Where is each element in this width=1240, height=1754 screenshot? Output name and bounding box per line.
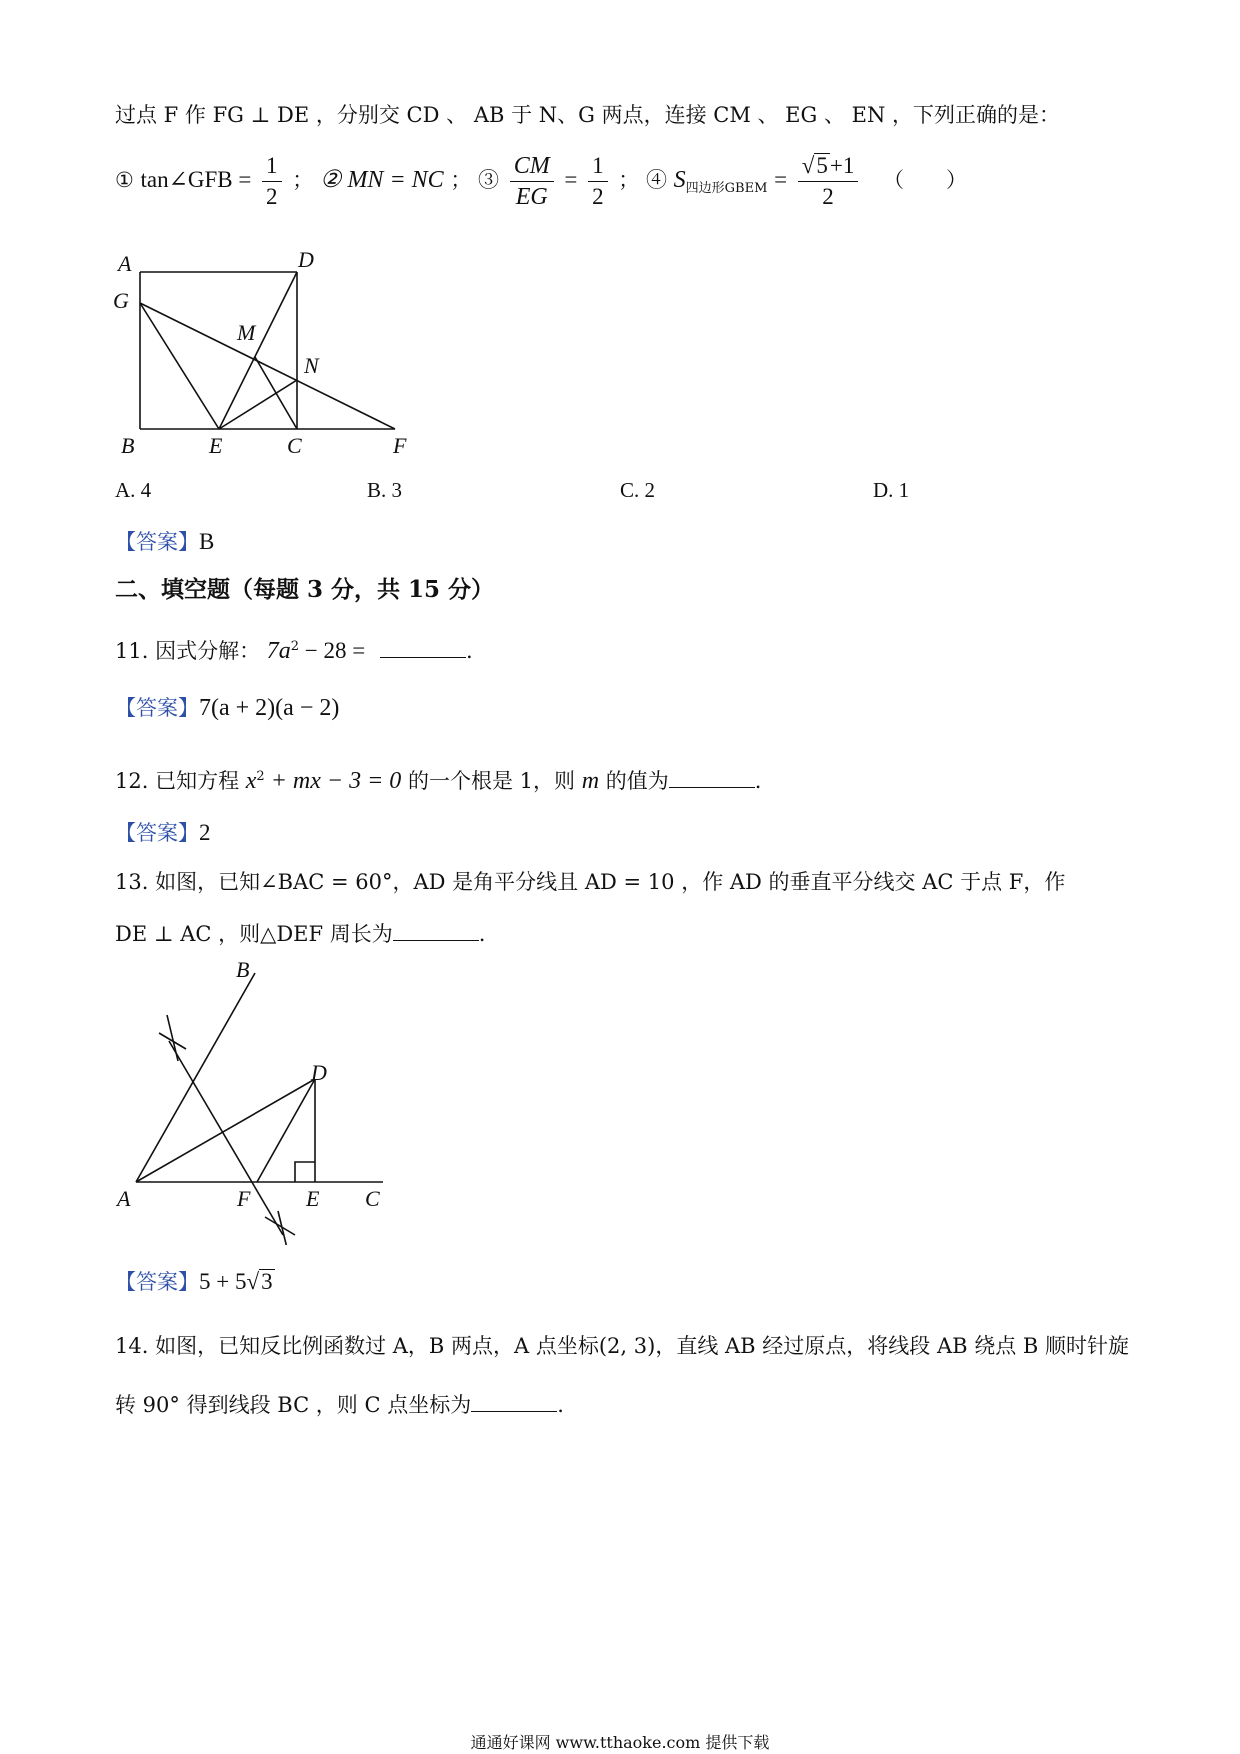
q12-expr-a: x [245, 768, 257, 794]
statement-3-ratio [588, 152, 608, 211]
q10-square-figure [105, 245, 425, 465]
q12-prefix: 12. 已知方程 [115, 769, 240, 793]
choice-b: B. 3 [367, 478, 403, 502]
q13-stem-line1: 13. 如图，已知∠BAC = 60°，AD 是角平分线且 AD = 10 ，作 AD 的垂直平分线交 AC 于点 F，作 [115, 870, 1066, 894]
fraction-numerator: √5+1 [798, 152, 859, 182]
numerator-rest: +1 [829, 153, 855, 178]
q12-stem [115, 762, 761, 796]
choice-a: A. 4 [115, 478, 152, 502]
ray-AB [136, 973, 255, 1182]
statement-2: ② MN = NC [319, 167, 444, 193]
perpendicular-bisector [169, 1041, 283, 1235]
answer-blank [393, 918, 479, 941]
q13-answer [115, 1267, 275, 1297]
q13-line2-text: DE ⊥ AC ，则△DEF 周长为 [115, 922, 393, 946]
answer-blank [669, 765, 755, 788]
q11-prefix: 11. 因式分解： [115, 639, 261, 663]
q14-stem-line2 [115, 1389, 564, 1420]
answer-tag: 【答案】 [115, 821, 199, 845]
q13-angle-figure [105, 955, 405, 1245]
label-F: F [237, 1186, 251, 1211]
answer-blank [380, 635, 466, 658]
label-G: G [113, 288, 129, 313]
q11-answer [115, 693, 339, 723]
statement-1-fraction [262, 152, 282, 211]
label-A: A [117, 1186, 131, 1211]
q11-exponent: 2 [290, 639, 300, 654]
sqrt-radicand: 3 [261, 1269, 273, 1294]
q12-suffix2: 的值为 [605, 769, 669, 793]
q13-stem-line2 [115, 918, 485, 949]
answer-tag: 【答案】 [115, 696, 199, 720]
choice-d: D. 1 [873, 478, 910, 502]
statement-3-marker: ③ [478, 168, 500, 192]
answer-value: B [199, 529, 215, 554]
line-GF [140, 303, 395, 429]
q14-line2-text: 转 90° 得到线段 BC ，则 C 点坐标为 [115, 1393, 472, 1417]
answer-tag: 【答案】 [115, 1270, 199, 1294]
label-C: C [365, 1186, 380, 1211]
separator: ； [292, 168, 314, 192]
label-C: C [287, 433, 302, 458]
label-D: D [311, 1060, 327, 1085]
q10-statements [115, 152, 967, 211]
right-angle-mark [295, 1162, 315, 1182]
statement-4-marker: ④ [645, 168, 667, 192]
label-E: E [306, 1186, 320, 1211]
area-symbol: S [673, 167, 686, 193]
period: . [465, 639, 473, 663]
answer-value: 5 + 5 [199, 1269, 247, 1294]
statement-3-fraction [510, 152, 554, 211]
choice-c: C. 2 [620, 478, 656, 502]
q12-expr-b: + mx − 3 = 0 [264, 768, 402, 794]
q10-answer [115, 527, 214, 557]
page-footer: 通通好课网 www.tthaoke.com 提供下载 [470, 1733, 770, 1752]
answer-bracket: （ ） [883, 168, 968, 192]
statement-4-fraction [798, 152, 859, 211]
q11-stem [115, 632, 473, 666]
q10-stem-line: 过点 F 作 FG ⊥ DE ，分别交 CD 、 AB 于 N、G 两点，连接 CM 、 EG 、 EN ，下列正确的是： [115, 103, 1061, 127]
equals-sign: = [564, 167, 578, 192]
sqrt-radicand: 5 [816, 153, 828, 178]
q11-expr-b: − 28 = [299, 638, 366, 663]
equals-sign: = [774, 167, 788, 192]
q11-expr-a: 7a [266, 638, 291, 664]
line-ED [219, 272, 297, 429]
answer-value: 2 [199, 820, 211, 845]
fraction-numerator: 1 [262, 152, 282, 182]
segment-DF [257, 1079, 315, 1182]
label-N: N [304, 353, 319, 378]
fraction-numerator: CM [510, 152, 554, 182]
sqrt-sign: √ [246, 1269, 260, 1294]
label-F: F [393, 433, 407, 458]
label-E: E [209, 433, 223, 458]
label-B: B [121, 433, 135, 458]
label-M: M [237, 320, 256, 345]
fraction-denominator: EG [515, 184, 548, 210]
q12-var: m [581, 768, 600, 794]
separator: ； [618, 168, 640, 192]
period: . [754, 769, 762, 793]
separator: ； [450, 168, 472, 192]
q14-stem-line1: 14. 如图，已知反比例函数过 A，B 两点，A 点坐标(2, 3)，直线 AB 经过原点，将线段 AB 绕点 B 顺时针旋 [115, 1334, 1129, 1358]
q12-answer [115, 818, 211, 848]
period: . [478, 922, 486, 946]
area-subscript: 四边形GBEM [685, 181, 768, 197]
label-D: D [298, 247, 314, 272]
section-heading: 二、填空题（每题 3 分，共 15 分） [115, 576, 495, 603]
period: . [557, 1393, 564, 1417]
fraction-numerator: 1 [588, 152, 608, 182]
fraction-denominator: 2 [592, 184, 604, 209]
q12-suffix: 的一个根是 1，则 [407, 769, 576, 793]
fraction-denominator: 2 [822, 184, 834, 209]
label-B: B [236, 957, 250, 982]
answer-value: 7(a + 2)(a − 2) [199, 695, 340, 721]
segment-AD [136, 1079, 315, 1182]
answer-blank [471, 1389, 557, 1412]
fraction-denominator: 2 [266, 184, 278, 209]
statement-1-marker: ① [115, 168, 134, 192]
statement-1-expr: tan∠GFB = [140, 167, 252, 192]
answer-tag: 【答案】 [115, 530, 199, 554]
label-A: A [118, 251, 132, 276]
q12-exponent: 2 [256, 769, 265, 784]
